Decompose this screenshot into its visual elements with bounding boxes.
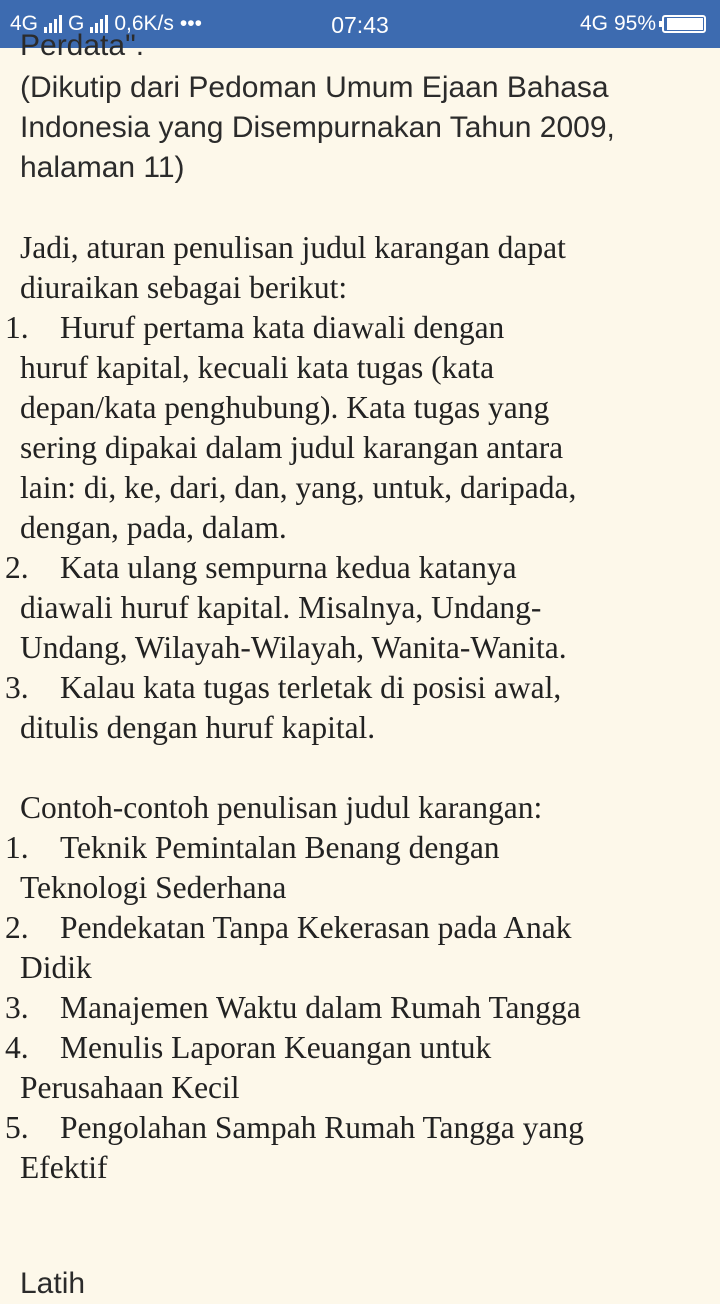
rule-item (0, 668, 718, 748)
rule-number: 3. (5, 670, 29, 705)
example-item (0, 908, 718, 988)
example-line: Pengolahan Sampah Rumah Tangga yang (60, 1110, 584, 1145)
citation (20, 68, 710, 188)
citation-line: Indonesia yang Disempurnakan Tahun 2009, (20, 111, 615, 144)
example-line: Perusahaan Kecil (20, 1070, 240, 1105)
clipped-top-line: Perdata". (20, 29, 145, 62)
example-number: 2. (5, 910, 29, 945)
example-item (0, 1028, 718, 1108)
example-item (0, 1108, 718, 1188)
rule-line: huruf kapital, kecuali kata tugas (kata (20, 350, 495, 385)
example-number: 5. (5, 1110, 29, 1145)
example-line: Pendekatan Tanpa Kekerasan pada Anak (60, 910, 572, 945)
example-line: Efektif (20, 1150, 108, 1185)
network-type-2: G (68, 12, 85, 35)
rule-line: sering dipakai dalam judul karangan antara (20, 430, 564, 465)
rule-line: dengan, pada, dalam. (20, 510, 287, 545)
example-number: 3. (5, 990, 29, 1025)
rule-line: Huruf pertama kata diawali dengan (60, 310, 505, 345)
network-speed: 0,6K/s (114, 12, 174, 35)
network-type-right: 4G (579, 12, 608, 35)
intro-paragraph (20, 228, 710, 308)
example-number: 1. (5, 830, 29, 865)
rule-line: Undang, Wilayah-Wilayah, Wanita-Wanita. (20, 630, 567, 665)
example-line: Menulis Laporan Keuangan untuk (60, 1030, 492, 1065)
example-number: 4. (5, 1030, 29, 1065)
example-line: Teknologi Sederhana (20, 870, 287, 905)
citation-line: halaman 11) (20, 151, 185, 184)
intro-line: Jadi, aturan penulisan judul karangan dapat (20, 230, 566, 265)
citation-line: (Dikutip dari Pedoman Umum Ejaan Bahasa (20, 71, 609, 104)
rule-line: Kata ulang sempurna kedua katanya (60, 550, 517, 585)
status-right (580, 12, 706, 36)
rule-number: 1. (5, 310, 29, 345)
network-type-1: 4G (10, 12, 39, 35)
example-line: Manajemen Waktu dalam Rumah Tangga (60, 990, 581, 1025)
document-view[interactable] (0, 29, 720, 1300)
more-dots-icon: ••• (179, 12, 202, 35)
rule-item (0, 308, 718, 548)
rule-line: depan/kata penghubung). Kata tugas yang (20, 390, 550, 425)
example-item (0, 988, 718, 1028)
rule-line: diawali huruf kapital. Misalnya, Undang- (20, 590, 542, 625)
rule-line: lain: di, ke, dari, dan, yang, untuk, daripada, (20, 470, 577, 505)
rule-line: ditulis dengan huruf kapital. (20, 710, 376, 745)
example-item (0, 828, 718, 908)
rule-item (0, 548, 718, 668)
rule-line: Kalau kata tugas terletak di posisi awal, (60, 670, 562, 705)
clock: 07:43 (331, 12, 389, 38)
example-line: Didik (20, 950, 92, 985)
battery-level: 95% (613, 12, 656, 35)
battery-icon (662, 15, 706, 33)
clipped-bottom-line: Latih (20, 1267, 86, 1300)
examples-heading: Contoh-contoh penulisan judul karangan: (20, 790, 543, 825)
intro-line: diuraikan sebagai berikut: (20, 270, 348, 305)
rule-number: 2. (5, 550, 29, 585)
example-line: Teknik Pemintalan Benang dengan (60, 830, 500, 865)
